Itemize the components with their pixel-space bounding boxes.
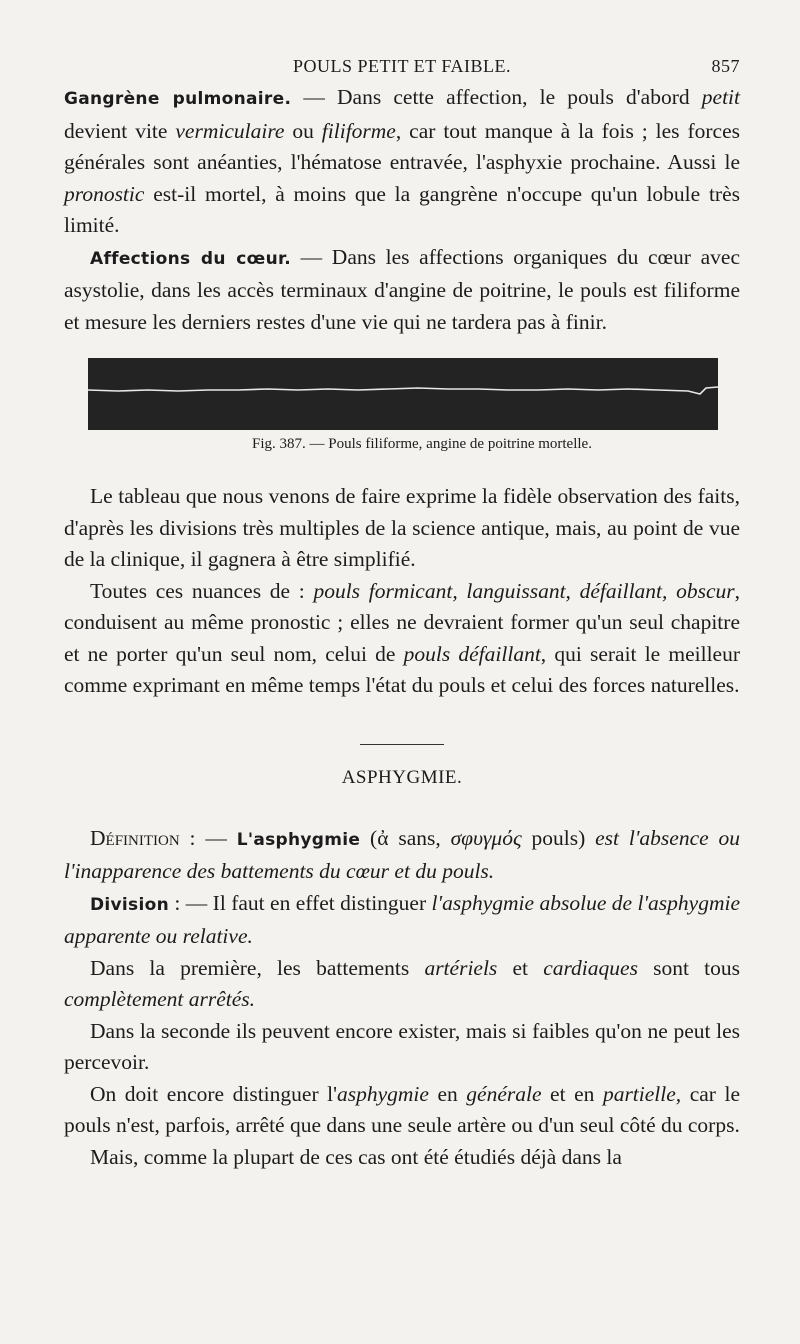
text: — Dans les affections organiques du cœur avec asystolie, dans les accès terminaux d'angine de poitrine, le pouls est filiforme et mesure les derniers restes d'une vie qui ne tardera pas à finir. [64, 244, 740, 334]
text: (ἀ sans, [360, 825, 451, 850]
text: en [428, 1081, 467, 1106]
text: ou [284, 118, 322, 143]
paragraph-coeur [64, 242, 740, 339]
page [64, 48, 740, 1173]
paragraph-gangrene [64, 82, 740, 242]
text: car le pouls n'est, parfois, arrêté que dans une seule artère ou d'un seul côté du corps. [64, 1081, 740, 1137]
italic-term: vermiculaire [175, 118, 285, 143]
paragraph-mais: Mais, comme la plupart de ces cas ont été étudiés déjà dans la [90, 1144, 622, 1169]
text: sont tous [637, 955, 740, 980]
text: et en [541, 1081, 603, 1106]
italic-term: pouls formicant, languissant, défaillant, obscur [313, 578, 735, 603]
text: est-il mortel, à moins que la gangrène n'occupe qu'un lobule très limité. [64, 181, 740, 237]
italic-term: cardiaques [543, 955, 638, 980]
figure-387 [64, 358, 740, 453]
paragraph-tableau: Le tableau que nous venons de faire exprime la fidèle observation des faits, d'après les divisions très multiples de la science antique, mais, au point de vue de la clinique, il gagnera à être simplifié. [64, 484, 740, 571]
text: et [497, 955, 544, 980]
paragraph-premiere [64, 953, 740, 1016]
text: Dans la première, les battements [90, 955, 425, 980]
text: On doit encore distinguer l' [90, 1081, 337, 1106]
heading-gangrene: Gangrène pulmonaire. [64, 89, 292, 109]
paragraph-definition [64, 823, 740, 888]
text: pouls) [521, 825, 596, 850]
figure-caption: Fig. 387. — Pouls filiforme, angine de poitrine mortelle. [252, 436, 592, 452]
text: : — [179, 825, 237, 850]
italic-term: asphygmie [336, 1081, 429, 1106]
italic-term: complètement arrêtés. [64, 987, 256, 1011]
italic-term: l'asphygmie absolue de l'asphygmie apparente ou relative. [64, 890, 740, 948]
term-asphygmie: L'asphygmie [236, 829, 361, 850]
italic-term: filiforme [321, 118, 396, 143]
text: , conduisent au même pronostic ; elles ne devraient former qu'un seul chapitre et ne porter qu'un seul nom, celui de [64, 578, 740, 666]
italic-term: générale [466, 1081, 542, 1106]
running-header [64, 48, 740, 82]
italic-term: pronostic [64, 181, 145, 206]
greek-word: σφυγμός [450, 825, 522, 850]
section-divider [360, 744, 444, 745]
paragraph-seconde: Dans la seconde ils peuvent encore exister, mais si faibles qu'on ne peut les percevoir. [64, 1018, 740, 1074]
section-title: ASPHYGMIE. [341, 766, 463, 788]
italic-term: pouls défaillant [403, 641, 541, 666]
heading-division: Division [90, 894, 169, 915]
pulse-tracing-image [88, 358, 718, 430]
paragraph-division [64, 888, 740, 953]
paragraph-distinguer [64, 1079, 740, 1142]
italic-term: artériels [424, 955, 498, 980]
paragraph-nuances [64, 576, 740, 702]
running-title: POULS PETIT ET FAIBLE. [292, 56, 511, 76]
text: devient vite [64, 118, 176, 143]
text: — Dans cette affection, le pouls d'abord [291, 85, 702, 109]
text: Toutes ces nuances de : [90, 578, 314, 603]
definition-label: Définition [90, 825, 180, 850]
heading-coeur: Affections du cœur. [90, 248, 291, 269]
text: , qui serait le meilleur comme exprimant en même temps l'état du pouls et celui des forces naturelles. [64, 641, 741, 697]
italic-definition: est l'absence ou l'inapparence des battements du cœur et du pouls. [64, 825, 741, 883]
text: : — Il faut en effet distinguer [168, 890, 432, 915]
page-number: 857 [711, 56, 740, 76]
italic-term: partielle, [602, 1081, 682, 1106]
text: , car tout manque à la fois ; les forces générales sont anéanties, l'hématose entravée, l'asphyxie prochaine. Aussi le [64, 118, 740, 174]
italic-term: petit [701, 85, 740, 109]
